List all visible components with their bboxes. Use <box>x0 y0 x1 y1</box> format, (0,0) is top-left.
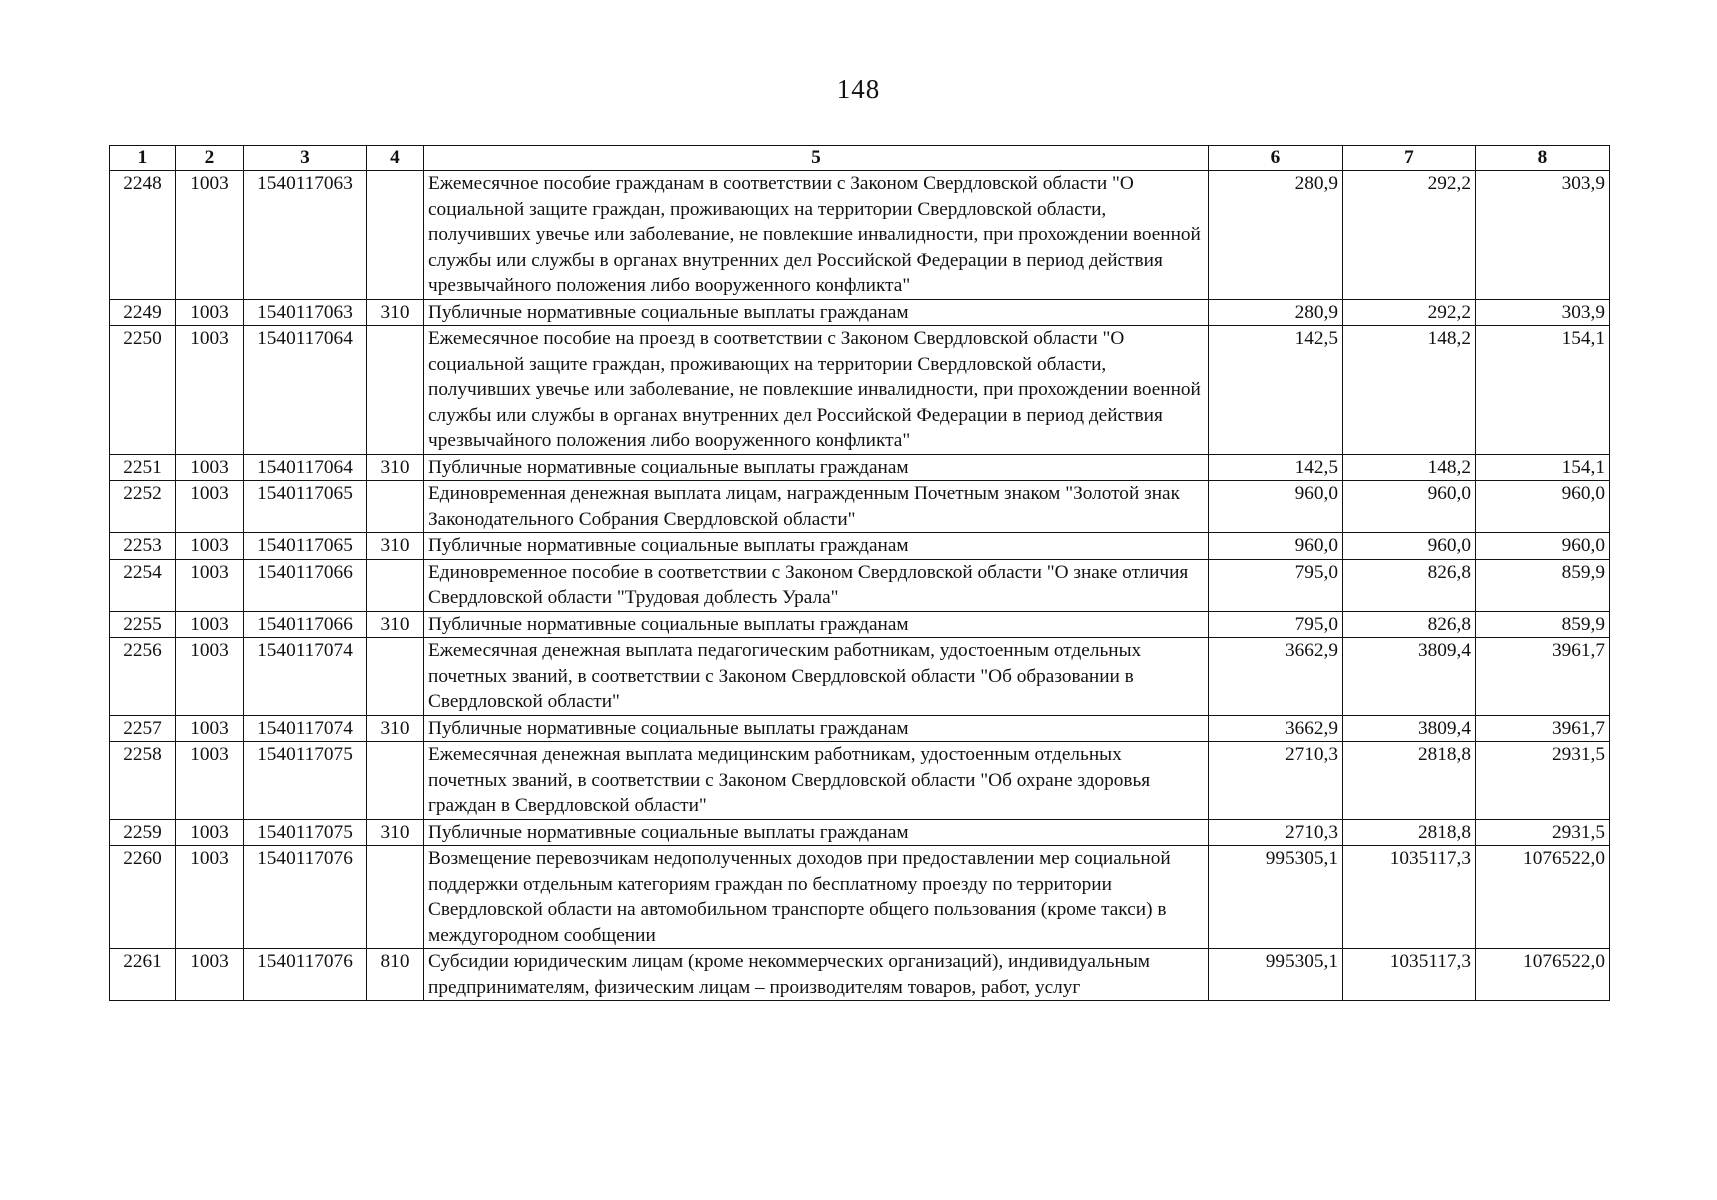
expense-type-cell <box>367 638 424 716</box>
description-cell: Публичные нормативные социальные выплаты гражданам <box>424 715 1209 742</box>
amount-col7-cell: 3809,4 <box>1343 638 1476 716</box>
amount-col7-cell: 826,8 <box>1343 611 1476 638</box>
table-row <box>110 454 1610 481</box>
target-code-cell: 1540117074 <box>244 715 367 742</box>
target-code-cell: 1540117064 <box>244 454 367 481</box>
expense-type-cell: 310 <box>367 454 424 481</box>
expense-type-cell <box>367 481 424 533</box>
description-cell: Публичные нормативные социальные выплаты гражданам <box>424 533 1209 560</box>
expense-type-cell <box>367 846 424 949</box>
header-cell: 3 <box>244 146 367 171</box>
row-number-cell: 2254 <box>110 559 176 611</box>
target-code-cell: 1540117075 <box>244 742 367 820</box>
row-number-cell: 2257 <box>110 715 176 742</box>
expense-type-cell: 810 <box>367 949 424 1001</box>
amount-col7-cell: 3809,4 <box>1343 715 1476 742</box>
amount-col7-cell: 148,2 <box>1343 326 1476 455</box>
amount-col6-cell: 960,0 <box>1209 481 1343 533</box>
amount-col8-cell: 859,9 <box>1476 611 1610 638</box>
amount-col8-cell: 960,0 <box>1476 533 1610 560</box>
section-code-cell: 1003 <box>176 533 244 560</box>
expense-type-cell <box>367 171 424 300</box>
expense-type-cell: 310 <box>367 299 424 326</box>
header-row <box>110 146 1610 171</box>
section-code-cell: 1003 <box>176 949 244 1001</box>
amount-col7-cell: 292,2 <box>1343 171 1476 300</box>
table-row <box>110 742 1610 820</box>
target-code-cell: 1540117064 <box>244 326 367 455</box>
description-cell: Публичные нормативные социальные выплаты гражданам <box>424 299 1209 326</box>
amount-col8-cell: 3961,7 <box>1476 715 1610 742</box>
table-row <box>110 171 1610 300</box>
target-code-cell: 1540117066 <box>244 611 367 638</box>
table-row <box>110 611 1610 638</box>
expense-type-cell <box>367 326 424 455</box>
header-cell: 4 <box>367 146 424 171</box>
amount-col8-cell: 3961,7 <box>1476 638 1610 716</box>
amount-col8-cell: 303,9 <box>1476 299 1610 326</box>
amount-col7-cell: 292,2 <box>1343 299 1476 326</box>
target-code-cell: 1540117066 <box>244 559 367 611</box>
table-row <box>110 326 1610 455</box>
amount-col6-cell: 995305,1 <box>1209 949 1343 1001</box>
amount-col6-cell: 3662,9 <box>1209 638 1343 716</box>
row-number-cell: 2256 <box>110 638 176 716</box>
expense-type-cell <box>367 742 424 820</box>
row-number-cell: 2250 <box>110 326 176 455</box>
target-code-cell: 1540117076 <box>244 949 367 1001</box>
amount-col8-cell: 859,9 <box>1476 559 1610 611</box>
target-code-cell: 1540117076 <box>244 846 367 949</box>
amount-col6-cell: 280,9 <box>1209 299 1343 326</box>
row-number-cell: 2248 <box>110 171 176 300</box>
table-row <box>110 715 1610 742</box>
amount-col6-cell: 995305,1 <box>1209 846 1343 949</box>
target-code-cell: 1540117074 <box>244 638 367 716</box>
target-code-cell: 1540117063 <box>244 299 367 326</box>
description-cell: Субсидии юридическим лицам (кроме некоммерческих организаций), индивидуальным предпринимателям, физическим лицам – производителям товаров, работ, услуг <box>424 949 1209 1001</box>
row-number-cell: 2252 <box>110 481 176 533</box>
section-code-cell: 1003 <box>176 742 244 820</box>
amount-col8-cell: 2931,5 <box>1476 742 1610 820</box>
amount-col8-cell: 154,1 <box>1476 454 1610 481</box>
description-cell: Ежемесячное пособие гражданам в соответствии с Законом Свердловской области "О социальной защите граждан, проживающих на территории Свердловской области, получивших увечье или заболевание, не повлекшие инвалидности, при прохождении военной службы или службы в органах внутренних дел Российской Федерации в период действия чрезвычайного положения либо вооруженного конфликта" <box>424 171 1209 300</box>
budget-table <box>109 145 1610 1001</box>
amount-col7-cell: 1035117,3 <box>1343 949 1476 1001</box>
row-number-cell: 2260 <box>110 846 176 949</box>
header-cell: 5 <box>424 146 1209 171</box>
section-code-cell: 1003 <box>176 846 244 949</box>
table-row <box>110 846 1610 949</box>
target-code-cell: 1540117075 <box>244 819 367 846</box>
row-number-cell: 2251 <box>110 454 176 481</box>
table-body <box>110 171 1610 1001</box>
table-row <box>110 481 1610 533</box>
section-code-cell: 1003 <box>176 638 244 716</box>
target-code-cell: 1540117065 <box>244 533 367 560</box>
amount-col7-cell: 960,0 <box>1343 481 1476 533</box>
amount-col7-cell: 1035117,3 <box>1343 846 1476 949</box>
amount-col8-cell: 1076522,0 <box>1476 846 1610 949</box>
expense-type-cell: 310 <box>367 533 424 560</box>
amount-col8-cell: 1076522,0 <box>1476 949 1610 1001</box>
table-row <box>110 559 1610 611</box>
section-code-cell: 1003 <box>176 171 244 300</box>
description-cell: Ежемесячная денежная выплата медицинским работникам, удостоенным отдельных почетных званий, в соответствии с Законом Свердловской области "Об охране здоровья граждан в Свердловской области" <box>424 742 1209 820</box>
description-cell: Публичные нормативные социальные выплаты гражданам <box>424 819 1209 846</box>
description-cell: Публичные нормативные социальные выплаты гражданам <box>424 611 1209 638</box>
target-code-cell: 1540117065 <box>244 481 367 533</box>
row-number-cell: 2255 <box>110 611 176 638</box>
row-number-cell: 2258 <box>110 742 176 820</box>
amount-col7-cell: 826,8 <box>1343 559 1476 611</box>
amount-col6-cell: 142,5 <box>1209 454 1343 481</box>
row-number-cell: 2249 <box>110 299 176 326</box>
amount-col6-cell: 960,0 <box>1209 533 1343 560</box>
amount-col6-cell: 2710,3 <box>1209 742 1343 820</box>
header-cell: 6 <box>1209 146 1343 171</box>
amount-col8-cell: 2931,5 <box>1476 819 1610 846</box>
section-code-cell: 1003 <box>176 299 244 326</box>
amount-col7-cell: 960,0 <box>1343 533 1476 560</box>
amount-col6-cell: 3662,9 <box>1209 715 1343 742</box>
amount-col7-cell: 148,2 <box>1343 454 1476 481</box>
section-code-cell: 1003 <box>176 819 244 846</box>
section-code-cell: 1003 <box>176 481 244 533</box>
header-cell: 8 <box>1476 146 1610 171</box>
row-number-cell: 2261 <box>110 949 176 1001</box>
section-code-cell: 1003 <box>176 326 244 455</box>
expense-type-cell: 310 <box>367 819 424 846</box>
description-cell: Публичные нормативные социальные выплаты гражданам <box>424 454 1209 481</box>
amount-col7-cell: 2818,8 <box>1343 742 1476 820</box>
section-code-cell: 1003 <box>176 715 244 742</box>
header-cell: 1 <box>110 146 176 171</box>
row-number-cell: 2253 <box>110 533 176 560</box>
header-cell: 2 <box>176 146 244 171</box>
expense-type-cell: 310 <box>367 611 424 638</box>
section-code-cell: 1003 <box>176 611 244 638</box>
page-number: 148 <box>836 74 881 104</box>
amount-col6-cell: 142,5 <box>1209 326 1343 455</box>
expense-type-cell <box>367 559 424 611</box>
table-row <box>110 638 1610 716</box>
row-number-cell: 2259 <box>110 819 176 846</box>
table-row <box>110 533 1610 560</box>
amount-col6-cell: 795,0 <box>1209 611 1343 638</box>
amount-col6-cell: 2710,3 <box>1209 819 1343 846</box>
amount-col8-cell: 303,9 <box>1476 171 1610 300</box>
description-cell: Возмещение перевозчикам недополученных доходов при предоставлении мер социальной поддержки отдельным категориям граждан по бесплатному проезду по территории Свердловской области на автомобильном транспорте общего пользования (кроме такси) в междугородном сообщении <box>424 846 1209 949</box>
description-cell: Единовременное пособие в соответствии с Законом Свердловской области "О знаке отличия Свердловской области "Трудовая доблесть Урала" <box>424 559 1209 611</box>
description-cell: Ежемесячное пособие на проезд в соответствии с Законом Свердловской области "О социальной защите граждан, проживающих на территории Свердловской области, получивших увечье или заболевание, не повлекшие инвалидности, при прохождении военной службы или службы в органах внутренних дел Российской Федерации в период действия чрезвычайного положения либо вооруженного конфликта" <box>424 326 1209 455</box>
amount-col8-cell: 154,1 <box>1476 326 1610 455</box>
amount-col6-cell: 280,9 <box>1209 171 1343 300</box>
description-cell: Ежемесячная денежная выплата педагогическим работникам, удостоенным отдельных почетных званий, в соответствии с Законом Свердловской области "Об образовании в Свердловской области" <box>424 638 1209 716</box>
target-code-cell: 1540117063 <box>244 171 367 300</box>
expense-type-cell: 310 <box>367 715 424 742</box>
table-row <box>110 299 1610 326</box>
amount-col6-cell: 795,0 <box>1209 559 1343 611</box>
section-code-cell: 1003 <box>176 454 244 481</box>
description-cell: Единовременная денежная выплата лицам, награжденным Почетным знаком "Золотой знак Законодательного Собрания Свердловской области" <box>424 481 1209 533</box>
table-row <box>110 819 1610 846</box>
table-row <box>110 949 1610 1001</box>
amount-col7-cell: 2818,8 <box>1343 819 1476 846</box>
section-code-cell: 1003 <box>176 559 244 611</box>
amount-col8-cell: 960,0 <box>1476 481 1610 533</box>
header-cell: 7 <box>1343 146 1476 171</box>
